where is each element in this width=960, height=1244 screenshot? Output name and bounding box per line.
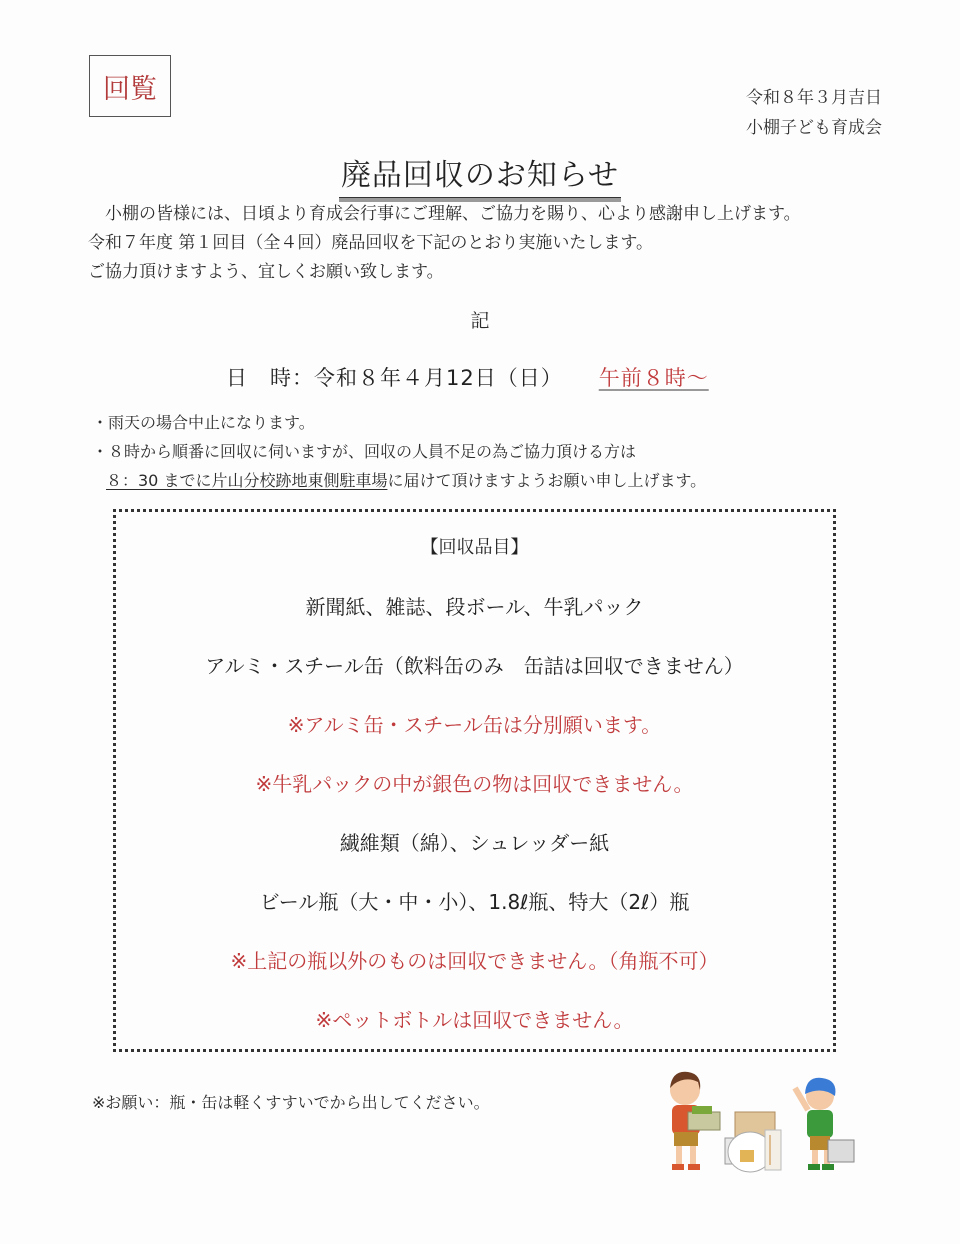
item-warning: ※ペットボトルは回収できません。 — [315, 1008, 634, 1032]
intro-line-1: 小棚の皆様には、日頃より育成会行事にご理解、ご協力を賜り、心より感謝申し上げます。 — [105, 204, 801, 224]
item-warning: ※上記の瓶以外のものは回収できません。（角瓶不可） — [230, 949, 719, 973]
item-warning: ※アルミ缶・スチール缶は分別願います。 — [287, 713, 662, 737]
schedule — [226, 362, 709, 392]
note-deliver-location: ８：30 までに片山分校跡地東側駐車場 — [106, 471, 388, 490]
note-deliver-rest: に届けて頂けますようお願い申し上げます。 — [387, 471, 707, 490]
organization-name: 小棚子ども育成会 — [746, 118, 882, 138]
item-row: ビール瓶（大・中・小）、1.8ℓ瓶、特大（2ℓ）瓶 — [259, 890, 690, 914]
note-rain: ・雨天の場合中止になります。 — [92, 413, 315, 432]
circulation-stamp: 回覧 — [89, 55, 171, 117]
notes — [92, 408, 706, 495]
issue-date: 令和８年３月吉日 — [746, 88, 882, 108]
page-title: 廃品回収のお知らせ — [339, 150, 621, 198]
note-order: ・８時から順番に回収に伺いますが、回収の人員不足の為ご協力頂ける方は — [92, 442, 637, 461]
ki-heading: 記 — [470, 310, 490, 332]
item-row: 繊維類（綿）、シュレッダー紙 — [339, 831, 610, 855]
document-meta — [746, 83, 882, 143]
item-warning: ※牛乳パックの中が銀色の物は回収できません。 — [255, 772, 694, 796]
schedule-time: 午前８時～ — [598, 366, 709, 390]
intro-paragraph — [88, 200, 801, 287]
intro-line-2: 令和７年度 第１回目（全４回）廃品回収を下記のとおり実施いたします。 — [88, 233, 654, 253]
note-deliver — [92, 466, 706, 495]
item-row: 新聞紙、雑誌、段ボール、牛乳パック — [305, 595, 644, 619]
intro-line-3: ご協力頂けますよう、宜しくお願い致します。 — [88, 262, 444, 282]
children-recycling-illustration-icon — [650, 1060, 860, 1180]
footer-note: ※お願い：瓶・缶は軽くすすいでから出してください。 — [92, 1093, 490, 1112]
page-title-wrap — [0, 150, 960, 198]
items-heading: 【回収品目】 — [420, 537, 529, 558]
item-row: アルミ・スチール缶（飲料缶のみ 缶詰は回収できません） — [205, 654, 744, 678]
items-list — [113, 530, 836, 1061]
schedule-date: 日 時：令和８年４月12日（日） — [226, 366, 563, 390]
